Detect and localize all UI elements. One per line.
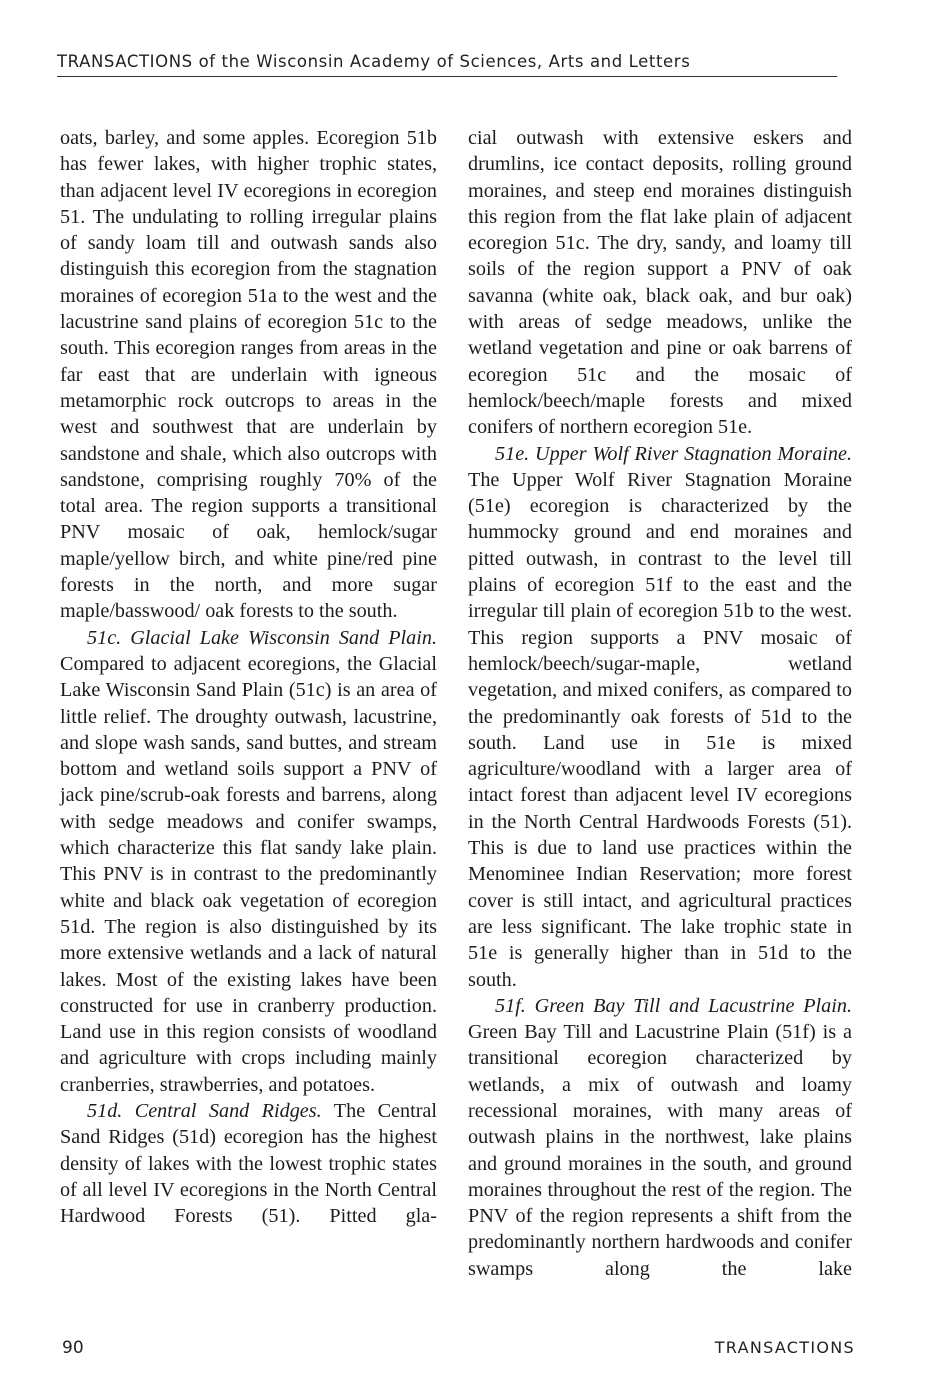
section-heading-51c: 51c. Glacial Lake Wisconsin Sand Plain. <box>87 626 437 649</box>
right-paragraph-1: cial outwash with extensive eskers and drumlins, ice contact deposits, rolling ground moraines, and steep end moraines distinguish this region from the flat lake plain of adjacent ecoregion 51c. The dry, sandy, and loamy till soils of the region support a PNV of oak savanna (white oak, black oak, and bur oak) with areas of sedge meadows, unlike the wetland vegetation and pine or oak barrens of ecoregion 51c and the mosaic of hemlock/beech/maple forests and mixed conifers of northern ecoregion 51e. <box>468 127 852 439</box>
header-rule <box>57 76 837 77</box>
section-heading-51f: 51f. Green Bay Till and Lacustrine Plain. <box>495 994 852 1017</box>
right-paragraph-3 <box>468 993 852 1282</box>
section-text-51f: Green Bay Till and Lacustrine Plain (51f) is a transitional ecoregion characterized by wetlands, a mix of outwash and loamy recessional moraines, with many areas of outwash plains in the northwest, lake plains and ground moraines in the south, and ground moraines throughout the rest of the region. The PNV of the region represents a shift from the predominantly northern hardwoods and conifer swamps along the lake <box>468 1021 852 1280</box>
right-paragraph-2 <box>468 441 852 993</box>
page-number: 90 <box>62 1338 84 1358</box>
section-text-51e: The Upper Wolf River Stagnation Moraine (51e) ecoregion is characterized by the hummocky ground and end moraines and pitted outwash, in contrast to the level till plains of ecoregion 51f to the east and the irregular till plain of ecoregion 51b to the west. This region supports a PNV mosaic of hemlock/beech/sugar-maple, wetland vegetation, and mixed conifers, as compared to the predominantly oak forests of 51d to the south. Land use in 51e is mixed agriculture/woodland with a larger area of intact forest than adjacent level IV ecoregions in the North Central Hardwoods Forests (51). This is due to land use practices within the Menominee Indian Reservation; more forest cover is still intact, and agricultural practices are less significant. The lake trophic state in 51e is generally higher than in 51d to the south. <box>468 468 852 991</box>
left-paragraph-3 <box>60 1098 437 1229</box>
left-column <box>60 125 437 1229</box>
section-heading-51e: 51e. Upper Wolf River Stagnation Moraine. <box>495 442 852 465</box>
section-text-51c: Compared to adjacent ecoregions, the Glacial Lake Wisconsin Sand Plain (51c) is an area of little relief. The droughty outwash, lacustrine, and slope wash sands, sand buttes, and stream bottom and wetland soils support a PNV of jack pine/scrub-oak forests and barrens, along with sedge meadows and conifer swamps, which characterize this flat sandy lake plain. This PNV is in contrast to the predominantly white and black oak vegetation of ecoregion 51d. The region is also distinguished by its more extensive wetlands and a lack of natural lakes. Most of the existing lakes have been constructed for use in cranberry production. Land use in this region consists of woodland and agriculture with crops including mainly cranberries, strawberries, and potatoes. <box>60 652 437 1096</box>
footer-journal-title: TRANSACTIONS <box>714 1338 855 1357</box>
section-text-51d: The Central Sand Ridges (51d) ecoregion has the highest density of lakes with the lowest trophic states of all level IV ecoregions in the North Central Hardwood Forests (51). Pitted gla- <box>60 1099 438 1228</box>
left-paragraph-1: oats, barley, and some apples. Ecoregion 51b has fewer lakes, with higher trophic states, than adjacent level IV ecoregions in ecoregion 51. The undulating to rolling irregular plains of sandy loam till and outwash sands also distinguish this ecoregion from the stagnation moraines of ecoregion 51a to the west and the lacustrine sand plains of ecoregion 51c to the south. This ecoregion ranges from areas in the far east that are underlain with igneous metamorphic rock outcrops to areas in the west and southwest that are underlain by sandstone and shale, which also outcrops with sandstone, comprising roughly 70% of the total area. The region supports a transitional PNV mosaic of oak, hemlock/sugar maple/yellow birch, and white pine/red pine forests in the north, and more sugar maple/basswood/ oak forests to the south. <box>60 127 437 623</box>
section-heading-51d: 51d. Central Sand Ridges. <box>87 1099 322 1122</box>
running-header: TRANSACTIONS of the Wisconsin Academy of Sciences, Arts and Letters <box>57 52 691 71</box>
right-column <box>468 125 852 1282</box>
left-paragraph-2 <box>60 625 437 1098</box>
